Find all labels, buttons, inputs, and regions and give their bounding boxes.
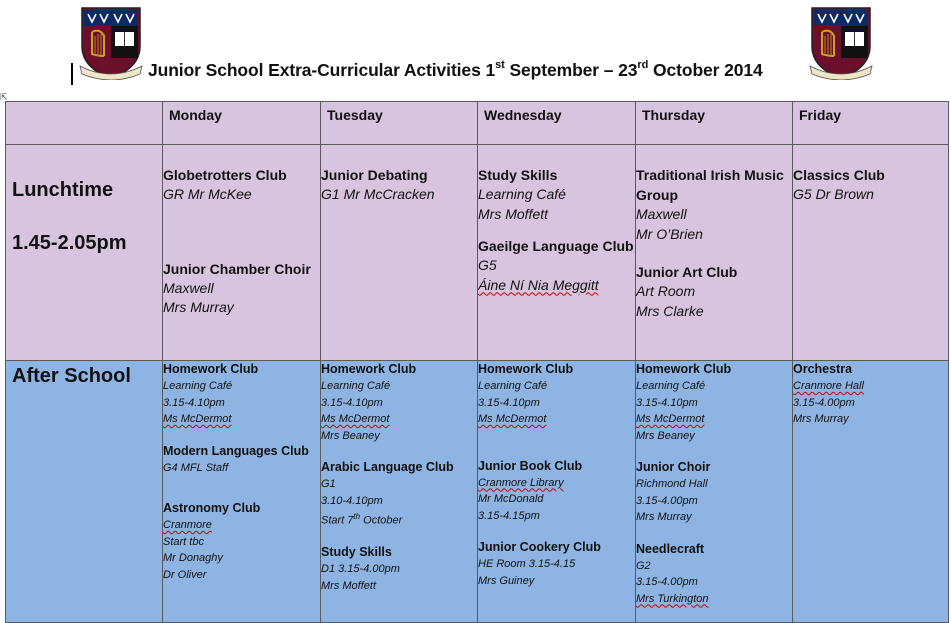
day-header-friday: Friday: [793, 102, 949, 145]
activity: Astronomy Club Cranmore Start tbc Mr Donaghy Dr Oliver: [163, 501, 261, 581]
activity: Junior Choir Richmond Hall 3.15-4.00pm Mrs Murray: [636, 460, 711, 523]
lunchtime-label-cell: [6, 145, 163, 361]
after-school-label-cell: [6, 361, 163, 623]
lunch-friday-cell: [793, 145, 949, 361]
activity: Orchestra Cranmore Hall 3.15-4.00pm Mrs Murray: [793, 362, 864, 425]
after-school-label: After School: [12, 365, 131, 387]
after-monday-cell: [163, 361, 321, 623]
activity: Junior Book Club Cranmore Library Mr McDonald 3.15-4.15pm: [478, 458, 583, 522]
after-friday-cell: [793, 361, 949, 623]
table-anchor-icon: ⇱: [0, 92, 8, 102]
activity: Study Skills Learning Café Mrs Moffett: [478, 167, 566, 222]
activity: Gaeilge Language Club G5 Áine Ní Nia Meggitt: [478, 238, 634, 293]
activity: Study Skills D1 3.15-4.00pm Mrs Moffett: [321, 545, 400, 592]
activity: Homework Club Learning Café 3.15-4.10pm Ms McDermot: [478, 362, 574, 425]
lunch-monday-cell: [163, 145, 321, 361]
school-crest-icon: [78, 6, 144, 80]
activity: Junior Art Club Art Room Mrs Clarke: [636, 264, 738, 319]
activity: Needlecraft G2 3.15-4.00pm Mrs Turkington: [636, 541, 709, 605]
page-title: Junior School Extra-Curricular Activities 1st September – 23rd October 2014: [148, 59, 763, 80]
activity: Homework Club Learning Café 3.15-4.10pm Ms McDermot: [163, 362, 259, 425]
activity: Globetrotters Club GR Mr McKee: [163, 167, 287, 202]
day-header-thursday: Thursday: [636, 102, 793, 145]
activity: Arabic Language Club G1 3.10-4.10pm Start 7th October: [321, 460, 454, 527]
activity: Homework Club Learning Café 3.15-4.10pm Ms McDermot Mrs Beaney: [321, 362, 417, 442]
lunchtime-time: 1.45-2.05pm: [12, 232, 127, 254]
lunch-wednesday-cell: [478, 145, 636, 361]
lunchtime-label: Lunchtime: [12, 179, 114, 201]
after-thursday-cell: [636, 361, 793, 623]
after-tuesday-cell: [321, 361, 478, 623]
activity: Homework Club Learning Café 3.15-4.10pm Ms McDermot Mrs Beaney: [636, 362, 732, 442]
activity: Junior Debating G1 Mr McCracken: [321, 167, 435, 202]
lunch-thursday-cell: [636, 145, 793, 361]
activity: Traditional Irish Music Group Maxwell Mr O’Brien: [636, 167, 784, 242]
activity: Modern Languages Club G4 MFL Staff: [163, 443, 309, 474]
day-header-wednesday: Wednesday: [478, 102, 636, 145]
activity: Classics Club G5 Dr Brown: [793, 167, 885, 202]
after-wednesday-cell: [478, 361, 636, 623]
text-cursor: [71, 63, 73, 85]
activity: Junior Cookery Club HE Room 3.15-4.15 Mrs Guiney: [478, 540, 601, 587]
school-crest-icon: [808, 6, 874, 80]
activities-table: [5, 101, 949, 623]
lunch-tuesday-cell: [321, 145, 478, 361]
header-row: [6, 102, 949, 145]
day-header-tuesday: Tuesday: [321, 102, 478, 145]
activity: Junior Chamber Choir Maxwell Mrs Murray: [163, 260, 311, 315]
day-header-monday: Monday: [163, 102, 321, 145]
after-school-row: [6, 361, 949, 623]
lunchtime-row: [6, 145, 949, 361]
corner-cell: [6, 102, 163, 145]
